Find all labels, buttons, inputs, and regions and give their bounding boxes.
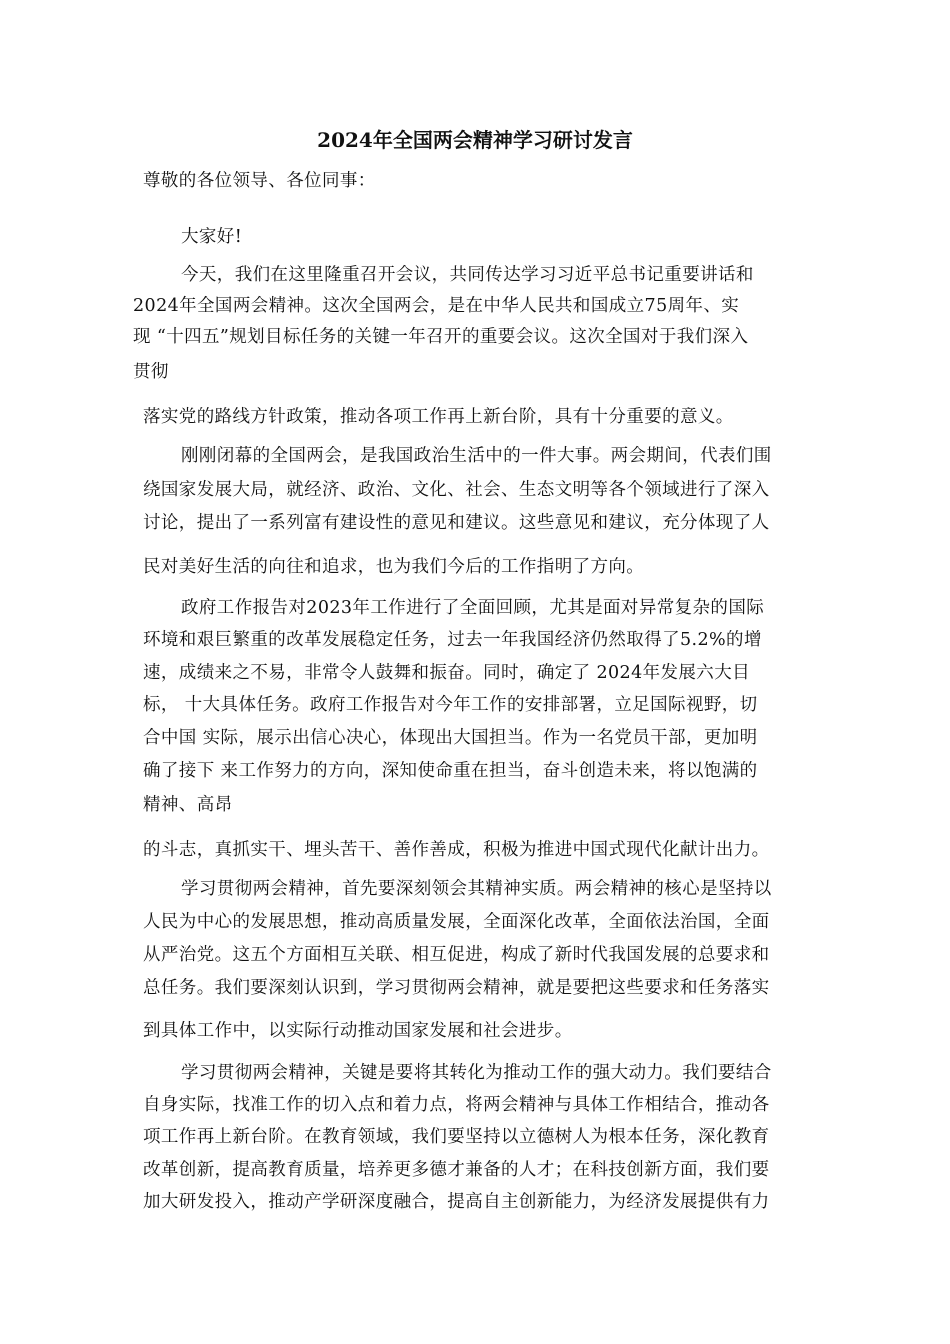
paragraph-line: 贯彻 [133,362,169,382]
paragraph-line: 总任务。我们要深刻认识到，学习贯彻两会精神，就是要把这些要求和任务落实 [143,978,770,998]
paragraph-line: 人民为中心的发展思想，推动高质量发展，全面深化改革，全面依法治国，全面 [143,912,770,932]
paragraph-line: 自身实际，找准工作的切入点和着力点，将两会精神与具体工作相结合，推动各 [143,1095,770,1115]
paragraph-line: 项工作再上新台阶。在教育领域，我们要坚持以立德树人为根本任务，深化教育 [143,1127,770,1147]
paragraph-line: 精神、高昂 [143,795,233,815]
paragraph-line: 学习贯彻两会精神，关键是要将其转化为推动工作的强大动力。我们要结合 [181,1063,772,1083]
paragraph-line: 速，成绩来之不易，非常令人鼓舞和振奋。同时，确定了 2024年发展六大目 [143,663,750,683]
paragraph-line: 落实党的路线方针政策，推动各项工作再上新台阶，具有十分重要的意义。 [143,407,734,427]
paragraph-line: 2024年全国两会精神。这次全国两会，是在中华人民共和国成立75周年、实 [133,296,740,316]
paragraph-line: 环境和艰巨繁重的改革发展稳定任务，过去一年我国经济仍然取得了5.2%的增 [143,630,762,650]
paragraph-line: 民对美好生活的向往和追求，也为我们今后的工作指明了方向。 [143,557,645,577]
salutation: 尊敬的各位领导、各位同事： [143,171,376,191]
paragraph-line: 政府工作报告对2023年工作进行了全面回顾，尤其是面对异常复杂的国际 [181,598,765,618]
paragraph-line: 合中国 实际，展示出信心决心，体现出大国担当。作为一名党员干部，更加明 [143,728,758,748]
paragraph-line: 的斗志，真抓实干、埋头苦干、善作善成，积极为推进中国式现代化献计出力。 [143,840,770,860]
greeting: 大家好! [181,227,243,247]
paragraph-line: 到具体工作中，以实际行动推动国家发展和社会进步。 [143,1021,573,1041]
paragraph-line: 现 “十四五”规划目标任务的关键一年召开的重要会议。这次全国对于我们深入 [133,327,749,347]
paragraph-line: 绕国家发展大局，就经济、政治、文化、社会、生态文明等各个领域进行了深入 [143,480,770,500]
paragraph-line: 今天，我们在这里隆重召开会议，共同传达学习习近平总书记重要讲话和 [181,265,754,285]
document-title: 2024年全国两会精神学习研讨发言 [317,128,633,152]
paragraph-line: 加大研发投入，推动产学研深度融合，提高自主创新能力，为经济发展提供有力 [143,1192,770,1212]
paragraph-line: 确了接下 来工作努力的方向，深知使命重在担当，奋斗创造未来，将以饱满的 [143,761,758,781]
paragraph-line: 标， 十大具体任务。政府工作报告对今年工作的安排部署，立足国际视野，切 [143,695,758,715]
paragraph-line: 讨论，提出了一系列富有建设性的意见和建议。这些意见和建议，充分体现了人 [143,513,770,533]
paragraph-line: 刚刚闭幕的全国两会，是我国政治生活中的一件大事。两会期间，代表们围 [181,446,772,466]
paragraph-line: 学习贯彻两会精神，首先要深刻领会其精神实质。两会精神的核心是坚持以 [181,879,772,899]
paragraph-line: 从严治党。这五个方面相互关联、相互促进，构成了新时代我国发展的总要求和 [143,945,770,965]
paragraph-line: 改革创新，提高教育质量，培养更多德才兼备的人才；在科技创新方面，我们要 [143,1160,770,1180]
